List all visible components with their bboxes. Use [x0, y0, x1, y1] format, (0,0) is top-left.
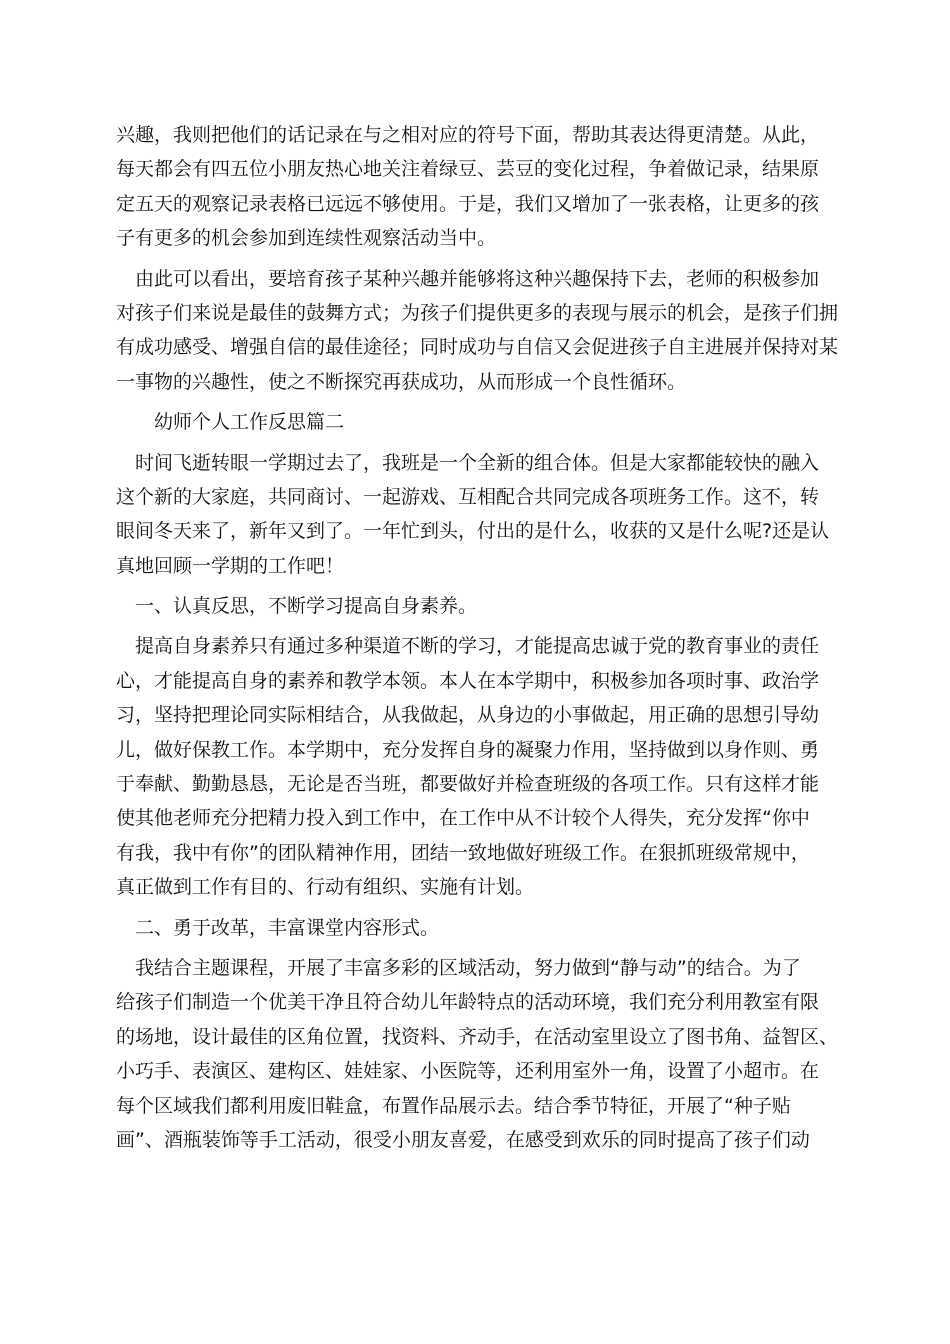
paragraph-line: 心，才能提高自身的素养和教学本领。本人在本学期中，积极参加各项时事、政治学	[116, 669, 820, 692]
paragraph-line: 习，坚持把理论同实际相结合，从我做起，从身边的小事做起，用正确的思想引导幼	[116, 704, 820, 727]
subsection-heading: 一、认真反思，不断学习提高自身素养。	[116, 595, 478, 618]
paragraph-line: 真正做到工作有目的、行动有组织、实施有计划。	[116, 876, 535, 899]
document-body	[116, 118, 839, 1157]
paragraph-line: 兴趣，我则把他们的话记录在与之相对应的符号下面，帮助其表达得更清楚。从此，	[116, 124, 820, 146]
paragraph-line: 时间飞逝转眼一学期过去了，我班是一个全新的组合体。但是大家都能较快的融入	[116, 451, 820, 474]
section-title: 幼师个人工作反思篇二	[116, 411, 345, 434]
paragraph-line: 儿，做好保教工作。本学期中，充分发挥自身的凝聚力作用，坚持做到以身作则、勇	[116, 738, 820, 761]
paragraph-line: 提高自身素养只有通过多种渠道不断的学习，才能提高忠诚于党的教育事业的责任	[116, 635, 820, 658]
paragraph-line: 定五天的观察记录表格已远远不够使用。于是，我们又增加了一张表格，让更多的孩	[116, 192, 820, 215]
paragraph-line: 对孩子们来说是最佳的鼓舞方式；为孩子们提供更多的表现与展示的机会，是孩子们拥	[116, 301, 839, 324]
paragraph-line: 眼间冬天来了，新年又到了。一年忙到头，付出的是什么，收获的又是什么呢?还是认	[116, 520, 830, 543]
paragraph-line: 画”、酒瓶装饰等手工活动，很受小朋友喜爱，在感受到欢乐的同时提高了孩子们动	[116, 1128, 810, 1151]
paragraph-line: 由此可以看出，要培育孩子某种兴趣并能够将这种兴趣保持下去，老师的积极参加	[116, 267, 820, 290]
subsection-heading: 二、勇于改革，丰富课堂内容形式。	[116, 916, 440, 939]
paragraph-line: 的场地，设计最佳的区角位置，找资料、齐动手，在活动室里设立了图书角、益智区、	[116, 1025, 839, 1048]
paragraph-line: 有成功感受、增强自信的最佳途径；同时成功与自信又会促进孩子自主进展并保持对某	[116, 336, 839, 359]
paragraph-line: 这个新的大家庭，共同商讨、一起游戏、互相配合共同完成各项班务工作。这不，转	[116, 485, 820, 508]
paragraph-line: 于奉献、勤勤恳恳，无论是否当班，都要做好并检查班级的各项工作。只有这样才能	[116, 773, 820, 796]
paragraph-line: 给孩子们制造一个优美干净且符合幼儿年龄特点的活动环境，我们充分利用教室有限	[116, 991, 820, 1014]
paragraph-line: 每天都会有四五位小朋友热心地关注着绿豆、芸豆的变化过程，争着做记录，结果原	[116, 158, 820, 181]
paragraph-line: 使其他老师充分把精力投入到工作中，在工作中从不计较个人得失，充分发挥“你中	[116, 807, 810, 830]
paragraph-line: 有我，我中有你”的团队精神作用，团结一致地做好班级工作。在狠抓班级常规中，	[116, 841, 810, 864]
paragraph-line: 子有更多的机会参加到连续性观察活动当中。	[116, 227, 497, 250]
paragraph-line: 每个区域我们都利用废旧鞋盒，布置作品展示去。结合季节特征，开展了“种子贴	[116, 1094, 791, 1117]
paragraph-line: 真地回顾一学期的工作吧！	[116, 554, 345, 577]
paragraph-line: 我结合主题课程，开展了丰富多彩的区域活动，努力做到“静与动”的结合。为了	[116, 956, 801, 979]
paragraph-line: 小巧手、表演区、建构区、娃娃家、小医院等，还利用室外一角，设置了小超市。在	[116, 1060, 820, 1083]
paragraph-line: 一事物的兴趣性，使之不断探究再获成功，从而形成一个良性循环。	[116, 370, 687, 393]
